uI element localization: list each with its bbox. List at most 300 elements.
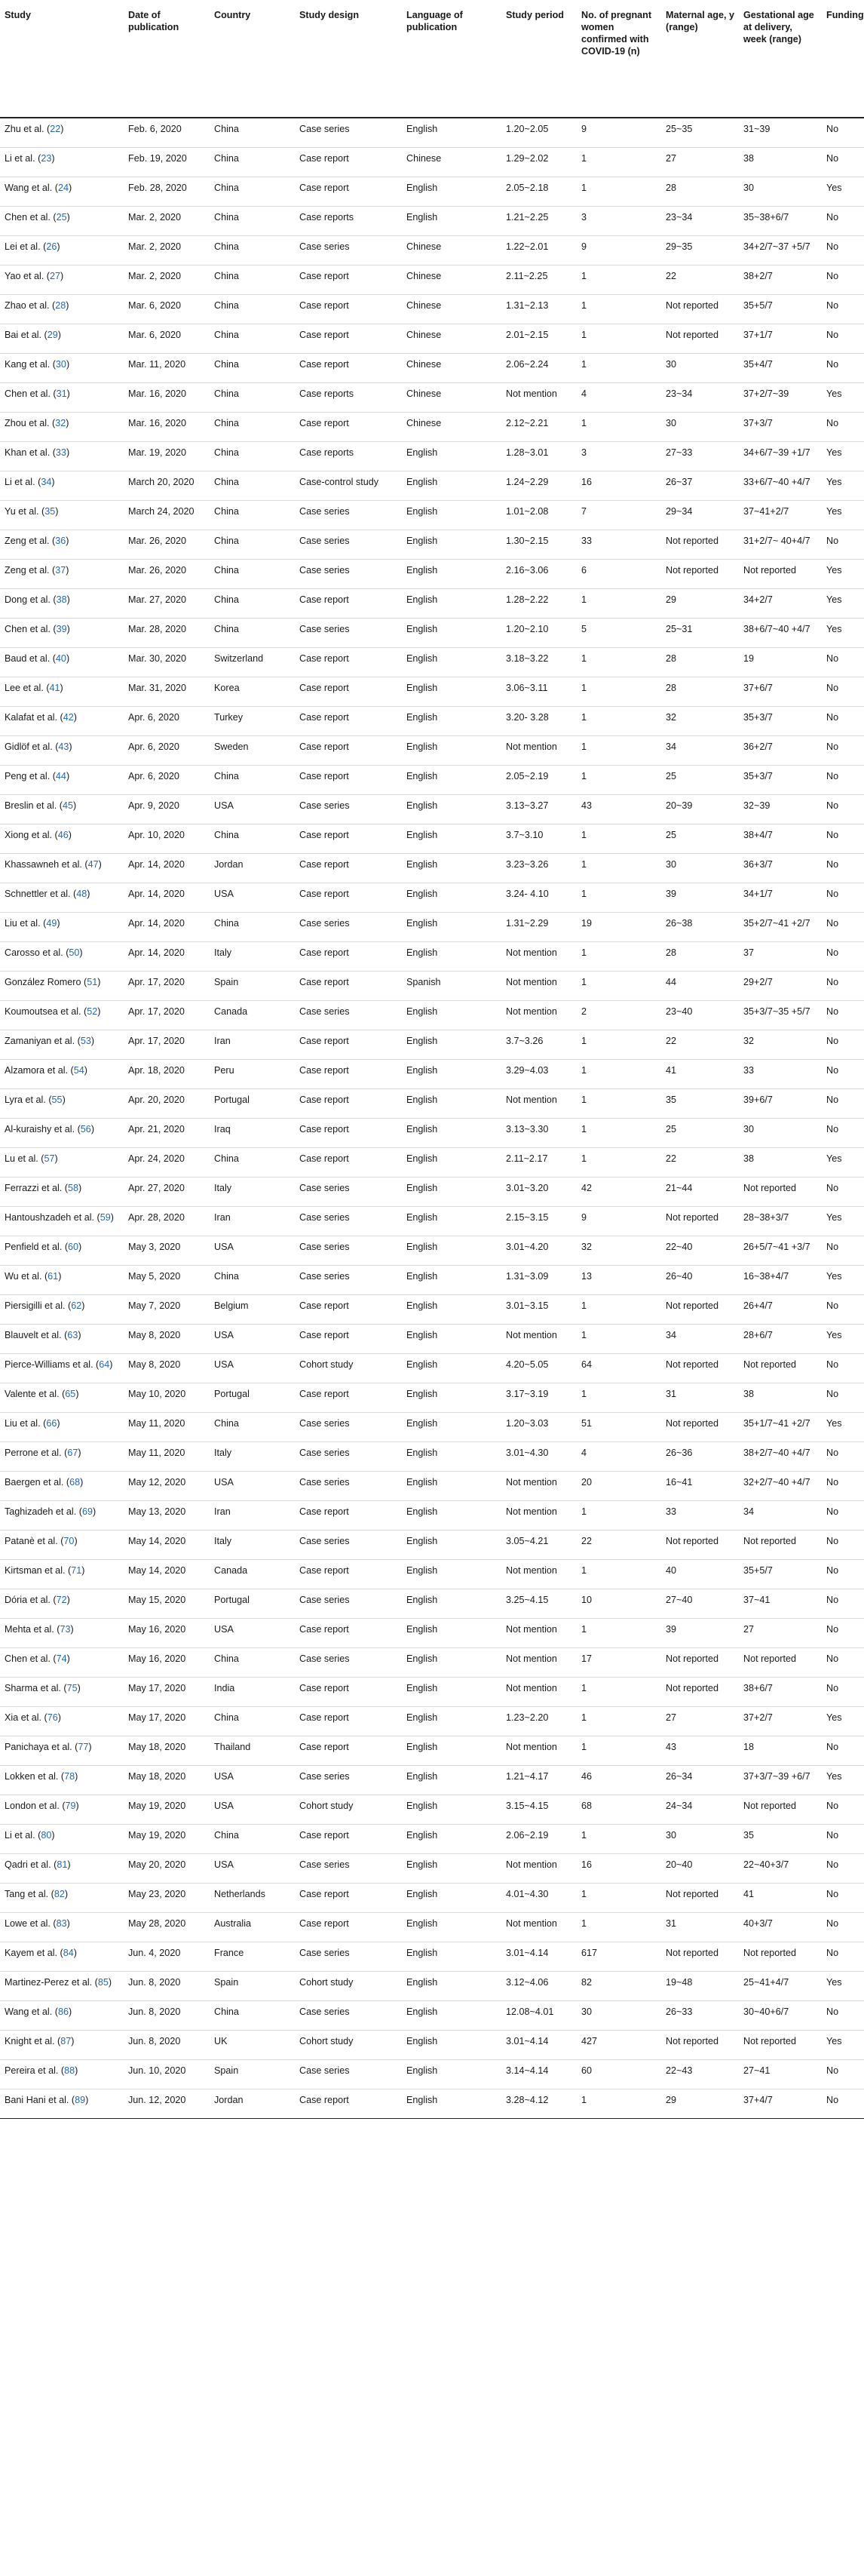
- publication-date-cell: May 17, 2020: [128, 1712, 186, 1723]
- gestational-age-cell: 31~39: [743, 124, 771, 134]
- citation-link[interactable]: 34: [41, 476, 52, 487]
- funding-cell: No: [826, 770, 839, 781]
- pregnant-women-count-cell: 617: [581, 1947, 598, 1958]
- study-author: Chen et al.: [5, 388, 51, 399]
- citation-link[interactable]: 59: [100, 1211, 111, 1223]
- column-header: No. of pregnant women confirmed with COVID-19 (n): [577, 0, 661, 118]
- study-period-cell: Not mention: [506, 741, 557, 752]
- maternal-age-cell: Not reported: [666, 1535, 719, 1546]
- citation-link[interactable]: 52: [87, 1006, 98, 1017]
- citation-link[interactable]: 33: [55, 447, 66, 458]
- publication-date-cell: Mar. 19, 2020: [128, 447, 187, 458]
- citation-link[interactable]: 23: [41, 152, 52, 164]
- gestational-age-cell: 28+6/7: [743, 1329, 773, 1340]
- citation-link[interactable]: 24: [57, 182, 69, 193]
- maternal-age-cell: 20~39: [666, 800, 693, 811]
- study-design-cell: Case series: [299, 1270, 350, 1282]
- study-author: Zeng et al.: [5, 535, 50, 546]
- funding-cell: Yes: [826, 1770, 842, 1782]
- pregnant-women-count-cell: 3: [581, 447, 587, 458]
- gestational-age-cell: 38: [743, 152, 755, 164]
- country-cell: China: [214, 535, 239, 546]
- country-cell: China: [214, 241, 239, 252]
- language-cell: Chinese: [406, 329, 442, 340]
- publication-date-cell: May 14, 2020: [128, 1564, 186, 1576]
- study-author: Zhu et al.: [5, 124, 44, 134]
- table-row: [0, 1442, 864, 1471]
- country-cell: Korea: [214, 682, 240, 693]
- table-row: [0, 1236, 864, 1265]
- gestational-age-cell: Not reported: [743, 1359, 797, 1370]
- table-row: [0, 382, 864, 412]
- table-row: [0, 206, 864, 235]
- gestational-age-cell: 32~39: [743, 800, 771, 811]
- language-cell: English: [406, 1270, 438, 1282]
- citation-link[interactable]: 55: [51, 1094, 63, 1105]
- study-author: Li et al.: [5, 1829, 35, 1841]
- funding-cell: Yes: [826, 2035, 842, 2046]
- maternal-age-cell: 22~40: [666, 1241, 693, 1252]
- pregnant-women-count-cell: 82: [581, 1976, 593, 1988]
- study-cell: Lyra et al. (55): [5, 1094, 66, 1105]
- study-author: Lokken et al.: [5, 1770, 59, 1782]
- pregnant-women-count-cell: 9: [581, 124, 587, 134]
- study-cell: Xia et al. (76): [5, 1712, 61, 1723]
- maternal-age-cell: 26~36: [666, 1447, 693, 1458]
- citation-link[interactable]: 31: [56, 388, 67, 399]
- study-cell: Zhao et al. (28): [5, 299, 69, 311]
- pregnant-women-count-cell: 30: [581, 2006, 593, 2017]
- gestational-age-cell: 33: [743, 1064, 755, 1076]
- citation-link[interactable]: 58: [68, 1182, 79, 1193]
- table-row: [0, 471, 864, 500]
- country-cell: China: [214, 1829, 239, 1841]
- publication-date-cell: Apr. 14, 2020: [128, 917, 185, 929]
- study-period-cell: 3.7~3.10: [506, 829, 544, 840]
- study-author: Perrone et al.: [5, 1447, 62, 1458]
- study-cell: Ferrazzi et al. (58): [5, 1182, 82, 1193]
- study-design-cell: Case report: [299, 1623, 349, 1635]
- funding-cell: No: [826, 1388, 839, 1399]
- citation-link[interactable]: 57: [44, 1153, 55, 1164]
- maternal-age-cell: 30: [666, 1829, 677, 1841]
- citation-link[interactable]: 36: [55, 535, 66, 546]
- country-cell: China: [214, 623, 239, 634]
- publication-date-cell: May 11, 2020: [128, 1417, 185, 1429]
- study-cell: Li et al. (80): [5, 1829, 55, 1841]
- publication-date-cell: Apr. 17, 2020: [128, 1006, 185, 1017]
- citation-link[interactable]: 88: [64, 2065, 75, 2076]
- citation-link[interactable]: 79: [65, 1800, 76, 1811]
- citation-link[interactable]: 63: [67, 1329, 78, 1340]
- pregnant-women-count-cell: 1: [581, 270, 587, 281]
- study-author: Liu et al.: [5, 917, 41, 929]
- citation-link[interactable]: 44: [55, 770, 66, 781]
- citation-link[interactable]: 66: [46, 1417, 57, 1429]
- maternal-age-cell: 39: [666, 1623, 677, 1635]
- country-cell: Spain: [214, 1976, 239, 1988]
- study-period-cell: 3.24- 4.10: [506, 888, 549, 899]
- gestational-age-cell: 35+3/7~35 +5/7: [743, 1006, 810, 1017]
- maternal-age-cell: Not reported: [666, 1682, 719, 1693]
- citation-link[interactable]: 83: [56, 1917, 67, 1929]
- funding-cell: Yes: [826, 182, 842, 193]
- publication-date-cell: Mar. 2, 2020: [128, 211, 182, 223]
- publication-date-cell: May 23, 2020: [128, 1888, 186, 1899]
- citation-link[interactable]: 81: [57, 1859, 68, 1870]
- publication-date-cell: Jun. 8, 2020: [128, 1976, 181, 1988]
- pregnant-women-count-cell: 1: [581, 1682, 587, 1693]
- citation-link[interactable]: 84: [63, 1947, 74, 1958]
- citation-link[interactable]: 35: [44, 505, 56, 517]
- funding-cell: No: [826, 1535, 839, 1546]
- study-author: Baud et al.: [5, 652, 51, 664]
- pregnant-women-count-cell: 1: [581, 1123, 587, 1134]
- country-cell: Canada: [214, 1564, 248, 1576]
- citation-link[interactable]: 78: [64, 1770, 75, 1782]
- citation-link[interactable]: 75: [66, 1682, 78, 1693]
- pregnant-women-count-cell: 1: [581, 1300, 587, 1311]
- citation-link[interactable]: 62: [71, 1300, 82, 1311]
- study-author: Sharma et al.: [5, 1682, 61, 1693]
- maternal-age-cell: 25: [666, 829, 677, 840]
- gestational-age-cell: 38+6/7~40 +4/7: [743, 623, 810, 634]
- citation-link[interactable]: 47: [87, 858, 99, 870]
- country-cell: Jordan: [214, 858, 244, 870]
- publication-date-cell: Apr. 14, 2020: [128, 947, 185, 958]
- study-design-cell: Case report: [299, 888, 349, 899]
- study-cell: Dória et al. (72): [5, 1594, 70, 1605]
- citation-link[interactable]: 69: [81, 1506, 93, 1517]
- publication-date-cell: Apr. 24, 2020: [128, 1153, 185, 1164]
- citation-link[interactable]: 60: [68, 1241, 79, 1252]
- study-period-cell: 1.31~3.09: [506, 1270, 549, 1282]
- citation-link[interactable]: 56: [80, 1123, 91, 1134]
- citation-link[interactable]: 41: [49, 682, 60, 693]
- study-design-cell: Case series: [299, 917, 350, 929]
- study-cell: London et al. (79): [5, 1800, 79, 1811]
- maternal-age-cell: 29: [666, 594, 677, 605]
- gestational-age-cell: 38+4/7: [743, 829, 773, 840]
- publication-date-cell: Apr. 6, 2020: [128, 711, 179, 723]
- citation-link[interactable]: 70: [63, 1535, 75, 1546]
- citation-link[interactable]: 43: [58, 741, 69, 752]
- citation-link[interactable]: 61: [47, 1270, 59, 1282]
- citation-link[interactable]: 51: [87, 976, 98, 987]
- study-design-cell: Case report: [299, 858, 349, 870]
- table-row: [0, 412, 864, 441]
- citation-link[interactable]: 76: [47, 1712, 58, 1723]
- study-period-cell: 1.31~2.13: [506, 299, 549, 311]
- table-row: [0, 912, 864, 941]
- gestational-age-cell: 34+2/7~37 +5/7: [743, 241, 810, 252]
- funding-cell: Yes: [826, 1329, 842, 1340]
- publication-date-cell: May 18, 2020: [128, 1741, 186, 1752]
- study-period-cell: Not mention: [506, 1653, 557, 1664]
- citation-link[interactable]: 49: [46, 917, 57, 929]
- study-author: González Romero: [5, 976, 81, 987]
- country-cell: USA: [214, 1623, 234, 1635]
- country-cell: China: [214, 1270, 239, 1282]
- table-row: [0, 706, 864, 735]
- study-design-cell: Cohort study: [299, 1800, 354, 1811]
- study-period-cell: Not mention: [506, 1094, 557, 1105]
- citation-link[interactable]: 45: [63, 800, 74, 811]
- study-author: Kalafat et al.: [5, 711, 58, 723]
- language-cell: English: [406, 1182, 438, 1193]
- funding-cell: No: [826, 652, 839, 664]
- pregnant-women-count-cell: 33: [581, 535, 593, 546]
- publication-date-cell: Jun. 8, 2020: [128, 2035, 181, 2046]
- citation-link[interactable]: 42: [63, 711, 74, 723]
- study-cell: Blauvelt et al. (63): [5, 1329, 81, 1340]
- maternal-age-cell: 29: [666, 2094, 677, 2105]
- pregnant-women-count-cell: 1: [581, 1035, 587, 1046]
- language-cell: English: [406, 1888, 438, 1899]
- country-cell: Iraq: [214, 1123, 231, 1134]
- table-row: [0, 1795, 864, 1824]
- table-row: [0, 147, 864, 177]
- publication-date-cell: Feb. 19, 2020: [128, 152, 187, 164]
- citation-link[interactable]: 89: [75, 2094, 86, 2105]
- study-author: Valente et al.: [5, 1388, 60, 1399]
- pregnant-women-count-cell: 427: [581, 2035, 598, 2046]
- maternal-age-cell: Not reported: [666, 299, 719, 311]
- citation-link[interactable]: 73: [60, 1623, 71, 1635]
- country-cell: USA: [214, 1770, 234, 1782]
- maternal-age-cell: Not reported: [666, 329, 719, 340]
- maternal-age-cell: 30: [666, 358, 677, 370]
- gestational-age-cell: 35+4/7: [743, 358, 773, 370]
- publication-date-cell: May 19, 2020: [128, 1800, 186, 1811]
- study-period-cell: 1.20~2.10: [506, 623, 549, 634]
- country-cell: Switzerland: [214, 652, 264, 664]
- publication-date-cell: Apr. 9, 2020: [128, 800, 179, 811]
- study-design-cell: Case series: [299, 623, 350, 634]
- study-period-cell: Not mention: [506, 1741, 557, 1752]
- pregnant-women-count-cell: 7: [581, 505, 587, 517]
- study-period-cell: 2.06~2.24: [506, 358, 549, 370]
- study-cell: Piersigilli et al. (62): [5, 1300, 85, 1311]
- study-cell: Pereira et al. (88): [5, 2065, 78, 2076]
- funding-cell: No: [826, 1653, 839, 1664]
- study-period-cell: 2.01~2.15: [506, 329, 549, 340]
- language-cell: English: [406, 947, 438, 958]
- table-row: [0, 971, 864, 1000]
- language-cell: English: [406, 2094, 438, 2105]
- pregnant-women-count-cell: 1: [581, 976, 587, 987]
- citation-link[interactable]: 27: [49, 270, 60, 281]
- study-author: Dória et al.: [5, 1594, 51, 1605]
- study-design-cell: Case report: [299, 329, 349, 340]
- study-cell: Zhou et al. (32): [5, 417, 69, 428]
- publication-date-cell: Mar. 31, 2020: [128, 682, 187, 693]
- funding-cell: No: [826, 152, 839, 164]
- table-row: [0, 1912, 864, 1942]
- study-period-cell: 3.01~4.14: [506, 2035, 549, 2046]
- gestational-age-cell: 38+2/7~40 +4/7: [743, 1447, 810, 1458]
- citation-link[interactable]: 28: [55, 299, 66, 311]
- gestational-age-cell: 35: [743, 1829, 755, 1841]
- citation-link[interactable]: 67: [67, 1447, 78, 1458]
- maternal-age-cell: 26~37: [666, 476, 693, 487]
- table-row: [0, 441, 864, 471]
- citation-link[interactable]: 37: [55, 564, 66, 576]
- citation-link[interactable]: 38: [56, 594, 67, 605]
- funding-cell: No: [826, 1859, 839, 1870]
- table-row: [0, 235, 864, 265]
- pregnant-women-count-cell: 3: [581, 211, 587, 223]
- publication-date-cell: Apr. 6, 2020: [128, 770, 179, 781]
- study-author: Baergen et al.: [5, 1476, 64, 1488]
- citation-link[interactable]: 26: [46, 241, 57, 252]
- language-cell: English: [406, 1800, 438, 1811]
- maternal-age-cell: 41: [666, 1064, 677, 1076]
- study-cell: González Romero (51): [5, 976, 101, 987]
- gestational-age-cell: 39+6/7: [743, 1094, 773, 1105]
- study-cell: Liu et al. (49): [5, 917, 60, 929]
- study-design-cell: Case report: [299, 652, 349, 664]
- funding-cell: No: [826, 1623, 839, 1635]
- maternal-age-cell: 26~34: [666, 1770, 693, 1782]
- study-period-cell: 2.11~2.25: [506, 270, 548, 281]
- study-period-cell: Not mention: [506, 1564, 557, 1576]
- study-author: Qadri et al.: [5, 1859, 51, 1870]
- gestational-age-cell: 29+2/7: [743, 976, 773, 987]
- citation-link[interactable]: 85: [97, 1976, 109, 1988]
- study-cell: Sharma et al. (75): [5, 1682, 81, 1693]
- publication-date-cell: Apr. 14, 2020: [128, 888, 185, 899]
- study-design-cell: Case report: [299, 947, 349, 958]
- pregnant-women-count-cell: 1: [581, 1506, 587, 1517]
- maternal-age-cell: 25~35: [666, 124, 693, 134]
- study-cell: Zamaniyan et al. (53): [5, 1035, 95, 1046]
- maternal-age-cell: 28: [666, 182, 677, 193]
- funding-cell: Yes: [826, 1211, 842, 1223]
- study-author: London et al.: [5, 1800, 60, 1811]
- study-author: Piersigilli et al.: [5, 1300, 66, 1311]
- country-cell: China: [214, 211, 239, 223]
- citation-link[interactable]: 40: [55, 652, 66, 664]
- citation-link[interactable]: 30: [55, 358, 66, 370]
- funding-cell: No: [826, 417, 839, 428]
- funding-cell: No: [826, 1447, 839, 1458]
- maternal-age-cell: 22: [666, 270, 677, 281]
- pregnant-women-count-cell: 1: [581, 1329, 587, 1340]
- gestational-age-cell: Not reported: [743, 1182, 797, 1193]
- country-cell: USA: [214, 1476, 234, 1488]
- publication-date-cell: May 10, 2020: [128, 1388, 186, 1399]
- study-period-cell: 3.01~4.14: [506, 1947, 549, 1958]
- publication-date-cell: May 5, 2020: [128, 1270, 181, 1282]
- study-author: Pierce-Williams et al.: [5, 1359, 93, 1370]
- citation-link[interactable]: 77: [78, 1741, 89, 1752]
- citation-link[interactable]: 65: [65, 1388, 76, 1399]
- citation-link[interactable]: 68: [69, 1476, 81, 1488]
- citation-link[interactable]: 29: [47, 329, 58, 340]
- publication-date-cell: Mar. 27, 2020: [128, 594, 187, 605]
- citation-link[interactable]: 74: [56, 1653, 67, 1664]
- maternal-age-cell: 30: [666, 417, 677, 428]
- language-cell: English: [406, 1447, 438, 1458]
- pregnant-women-count-cell: 9: [581, 241, 587, 252]
- pregnant-women-count-cell: 1: [581, 1829, 587, 1841]
- maternal-age-cell: Not reported: [666, 1211, 719, 1223]
- citation-link[interactable]: 22: [50, 124, 61, 134]
- study-period-cell: 12.08~4.01: [506, 2006, 554, 2017]
- citation-link[interactable]: 53: [80, 1035, 91, 1046]
- study-design-cell: Case series: [299, 505, 350, 517]
- citation-link[interactable]: 50: [69, 947, 80, 958]
- study-cell: Yu et al. (35): [5, 505, 59, 517]
- pregnant-women-count-cell: 51: [581, 1417, 593, 1429]
- language-cell: English: [406, 917, 438, 929]
- gestational-age-cell: 27: [743, 1623, 755, 1635]
- country-cell: Australia: [214, 1917, 251, 1929]
- table-row: [0, 1265, 864, 1294]
- pregnant-women-count-cell: 2: [581, 1006, 587, 1017]
- language-cell: English: [406, 124, 438, 134]
- citation-link[interactable]: 25: [56, 211, 67, 223]
- citation-link[interactable]: 87: [60, 2035, 72, 2046]
- language-cell: English: [406, 1300, 438, 1311]
- study-cell: Pierce-Williams et al. (64): [5, 1359, 113, 1370]
- study-cell: Valente et al. (65): [5, 1388, 79, 1399]
- study-author: Yu et al.: [5, 505, 39, 517]
- study-author: Carosso et al.: [5, 947, 63, 958]
- citation-link[interactable]: 46: [57, 829, 69, 840]
- funding-cell: Yes: [826, 1417, 842, 1429]
- funding-cell: No: [826, 917, 839, 929]
- citation-link[interactable]: 39: [56, 623, 67, 634]
- citation-link[interactable]: 48: [76, 888, 87, 899]
- country-cell: Canada: [214, 1006, 248, 1017]
- citation-link[interactable]: 86: [57, 2006, 69, 2017]
- study-period-cell: Not mention: [506, 388, 557, 399]
- citation-link[interactable]: 71: [71, 1564, 82, 1576]
- gestational-age-cell: 22~40+3/7: [743, 1859, 789, 1870]
- citation-link[interactable]: 32: [55, 417, 66, 428]
- maternal-age-cell: 22: [666, 1153, 677, 1164]
- maternal-age-cell: 19~48: [666, 1976, 693, 1988]
- pregnant-women-count-cell: 9: [581, 1211, 587, 1223]
- study-author: Liu et al.: [5, 1417, 41, 1429]
- study-design-cell: Case series: [299, 1211, 350, 1223]
- gestational-age-cell: 27~41: [743, 2065, 771, 2076]
- study-design-cell: Cohort study: [299, 1359, 354, 1370]
- study-period-cell: 3.01~4.30: [506, 1447, 549, 1458]
- publication-date-cell: Mar. 26, 2020: [128, 535, 187, 546]
- study-design-cell: Case report: [299, 741, 349, 752]
- citation-link[interactable]: 54: [73, 1064, 84, 1076]
- publication-date-cell: May 14, 2020: [128, 1535, 186, 1546]
- country-cell: Sweden: [214, 741, 249, 752]
- study-design-cell: Case series: [299, 1594, 350, 1605]
- citation-link[interactable]: 82: [54, 1888, 65, 1899]
- citation-link[interactable]: 64: [99, 1359, 110, 1370]
- publication-date-cell: May 18, 2020: [128, 1770, 186, 1782]
- publication-date-cell: Jun. 8, 2020: [128, 2006, 181, 2017]
- maternal-age-cell: 22~43: [666, 2065, 693, 2076]
- funding-cell: No: [826, 1829, 839, 1841]
- language-cell: English: [406, 1535, 438, 1546]
- table-row: [0, 1647, 864, 1677]
- maternal-age-cell: 26~40: [666, 1270, 693, 1282]
- citation-link[interactable]: 80: [41, 1829, 52, 1841]
- citation-link[interactable]: 72: [56, 1594, 67, 1605]
- pregnant-women-count-cell: 1: [581, 2094, 587, 2105]
- funding-cell: No: [826, 1947, 839, 1958]
